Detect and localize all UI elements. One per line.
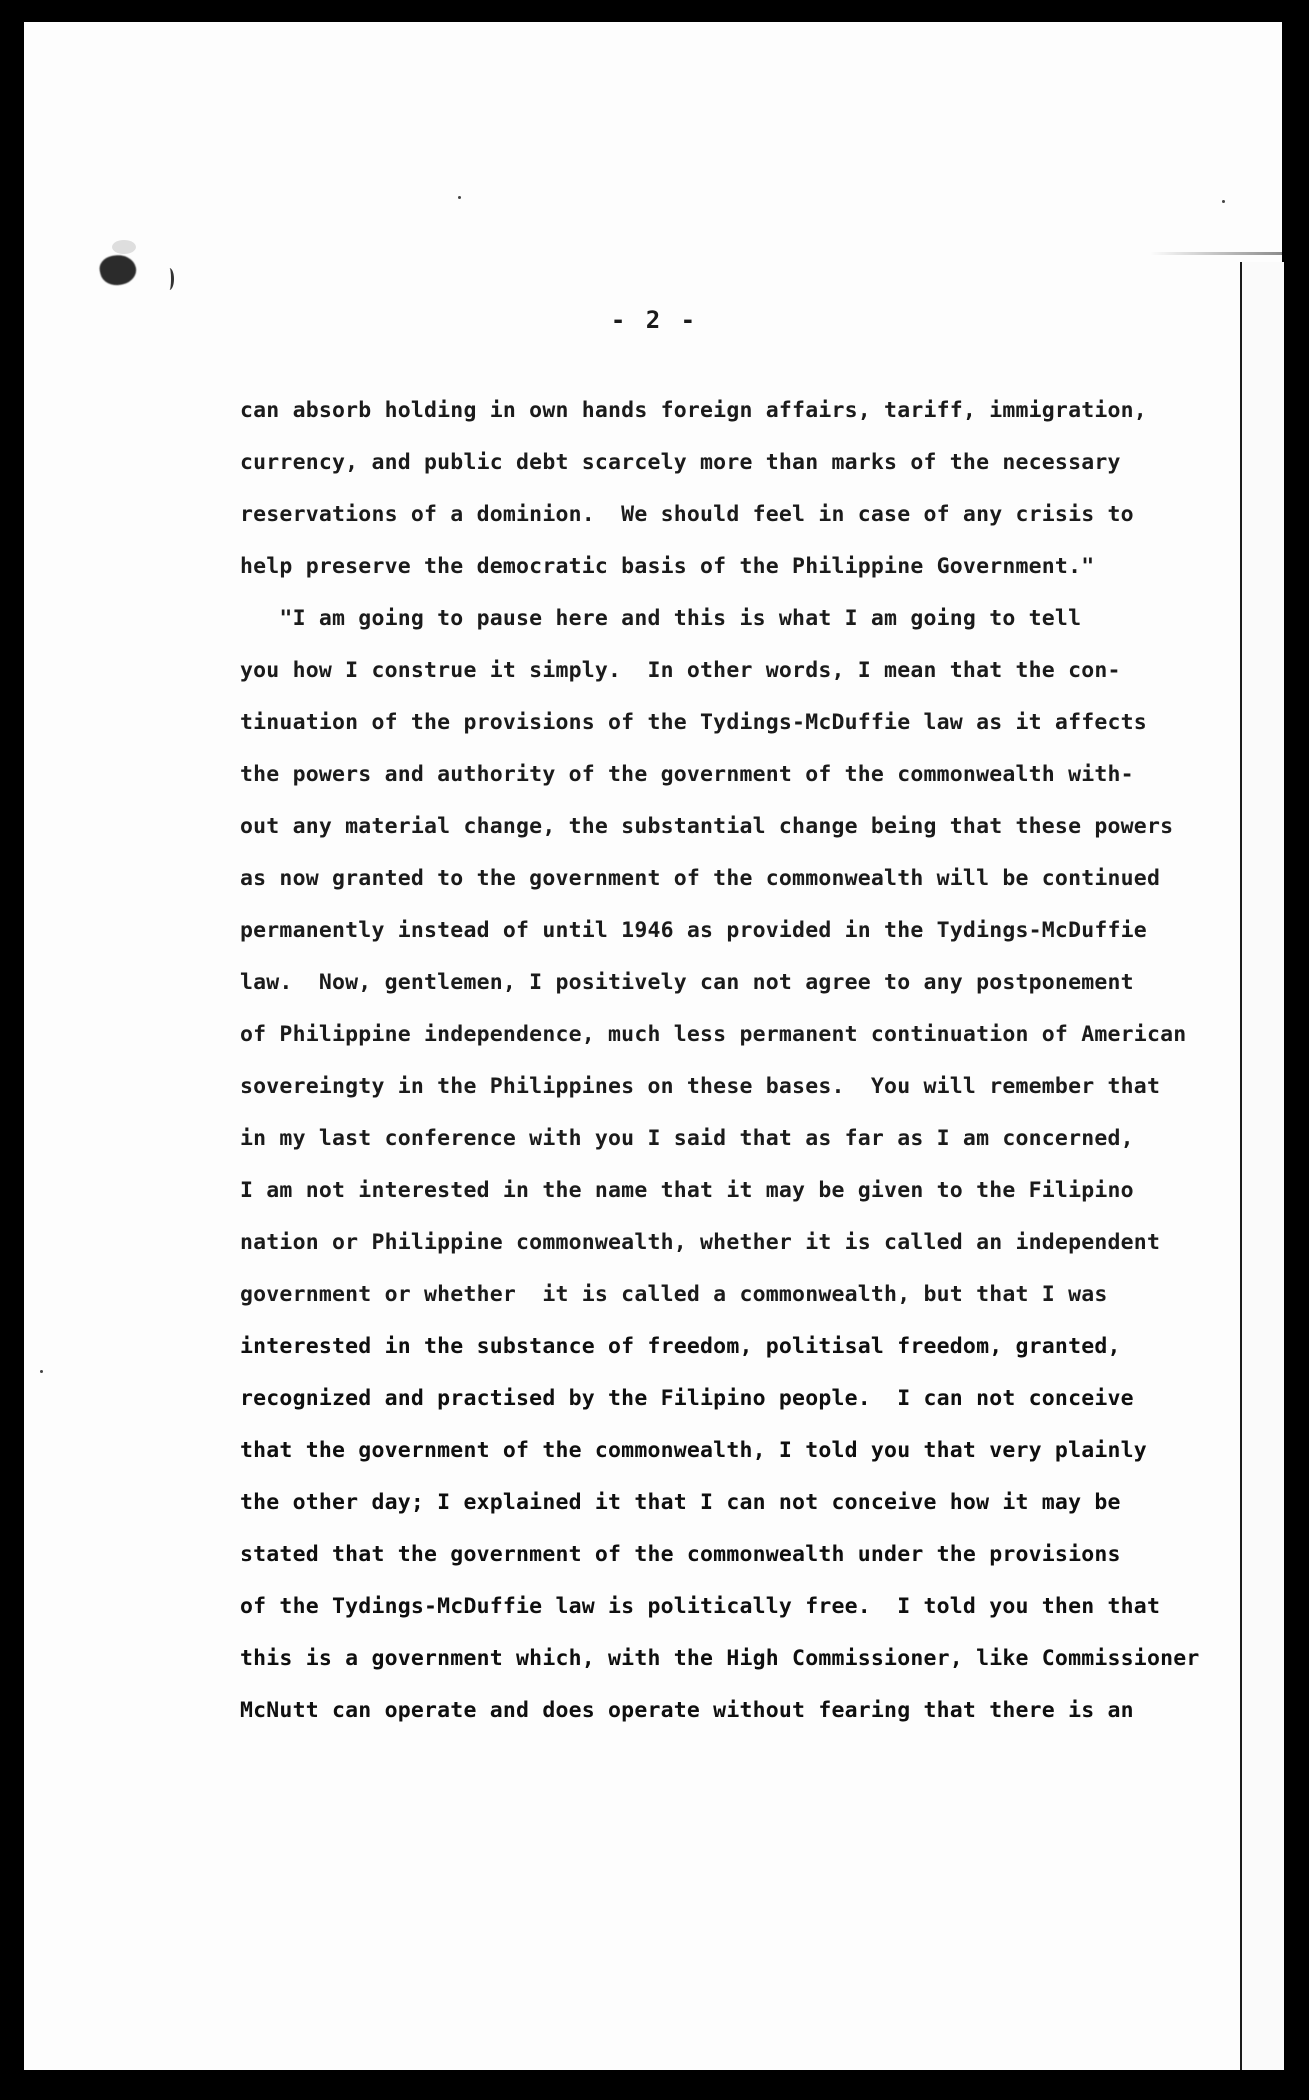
text-line: this is a government which, with the High Commissioner, like Commissioner [240, 1646, 1200, 1671]
text-line: permanently instead of until 1946 as provided in the Tydings-McDuffie [240, 918, 1147, 943]
page-edge-shadow [1150, 252, 1282, 255]
text-line: recognized and practised by the Filipino people. I can not conceive [240, 1386, 1134, 1411]
text-line: sovereingty in the Philippines on these bases. You will remember that [240, 1074, 1161, 1099]
document-body [240, 385, 1250, 1737]
text-line: interested in the substance of freedom, politisal freedom, granted, [240, 1334, 1121, 1359]
text-line: "I am going to pause here and this is what I am going to tell [240, 606, 1082, 631]
dust-speck [1222, 200, 1225, 203]
text-line: as now granted to the government of the commonwealth will be continued [240, 866, 1161, 891]
text-line: tinuation of the provisions of the Tydings-McDuffie law as it affects [240, 710, 1147, 735]
text-line: help preserve the democratic basis of the Philippine Government." [240, 554, 1095, 579]
pen-stroke-mark [165, 268, 174, 290]
text-line: of Philippine independence, much less permanent continuation of American [240, 1022, 1187, 1047]
text-line: that the government of the commonwealth, I told you that very plainly [240, 1438, 1147, 1463]
text-line: the powers and authority of the government of the commonwealth with- [240, 762, 1134, 787]
text-line: nation or Philippine commonwealth, whether it is called an independent [240, 1230, 1161, 1255]
text-line: government or whether it is called a commonwealth, but that I was [240, 1282, 1108, 1307]
text-line: of the Tydings-McDuffie law is politically free. I told you then that [240, 1594, 1161, 1619]
text-line: McNutt can operate and does operate without fearing that there is an [240, 1698, 1134, 1723]
page-number: - 2 - [610, 306, 699, 334]
text-line: the other day; I explained it that I can not conceive how it may be [240, 1490, 1121, 1515]
dust-speck [40, 1370, 43, 1373]
text-line: out any material change, the substantial change being that these powers [240, 814, 1174, 839]
text-line: stated that the government of the commonwealth under the provisions [240, 1542, 1121, 1567]
text-line: currency, and public debt scarcely more than marks of the necessary [240, 450, 1121, 475]
text-line: I am not interested in the name that it may be given to the Filipino [240, 1178, 1134, 1203]
text-line: you how I construe it simply. In other words, I mean that the con- [240, 658, 1121, 683]
smudge-mark [112, 240, 136, 254]
dust-speck [458, 196, 461, 199]
text-line: reservations of a dominion. We should feel in case of any crisis to [240, 502, 1134, 527]
text-line: law. Now, gentlemen, I positively can not agree to any postponement [240, 970, 1134, 995]
text-line: in my last conference with you I said that as far as I am concerned, [240, 1126, 1134, 1151]
text-line: can absorb holding in own hands foreign affairs, tariff, immigration, [240, 398, 1147, 423]
